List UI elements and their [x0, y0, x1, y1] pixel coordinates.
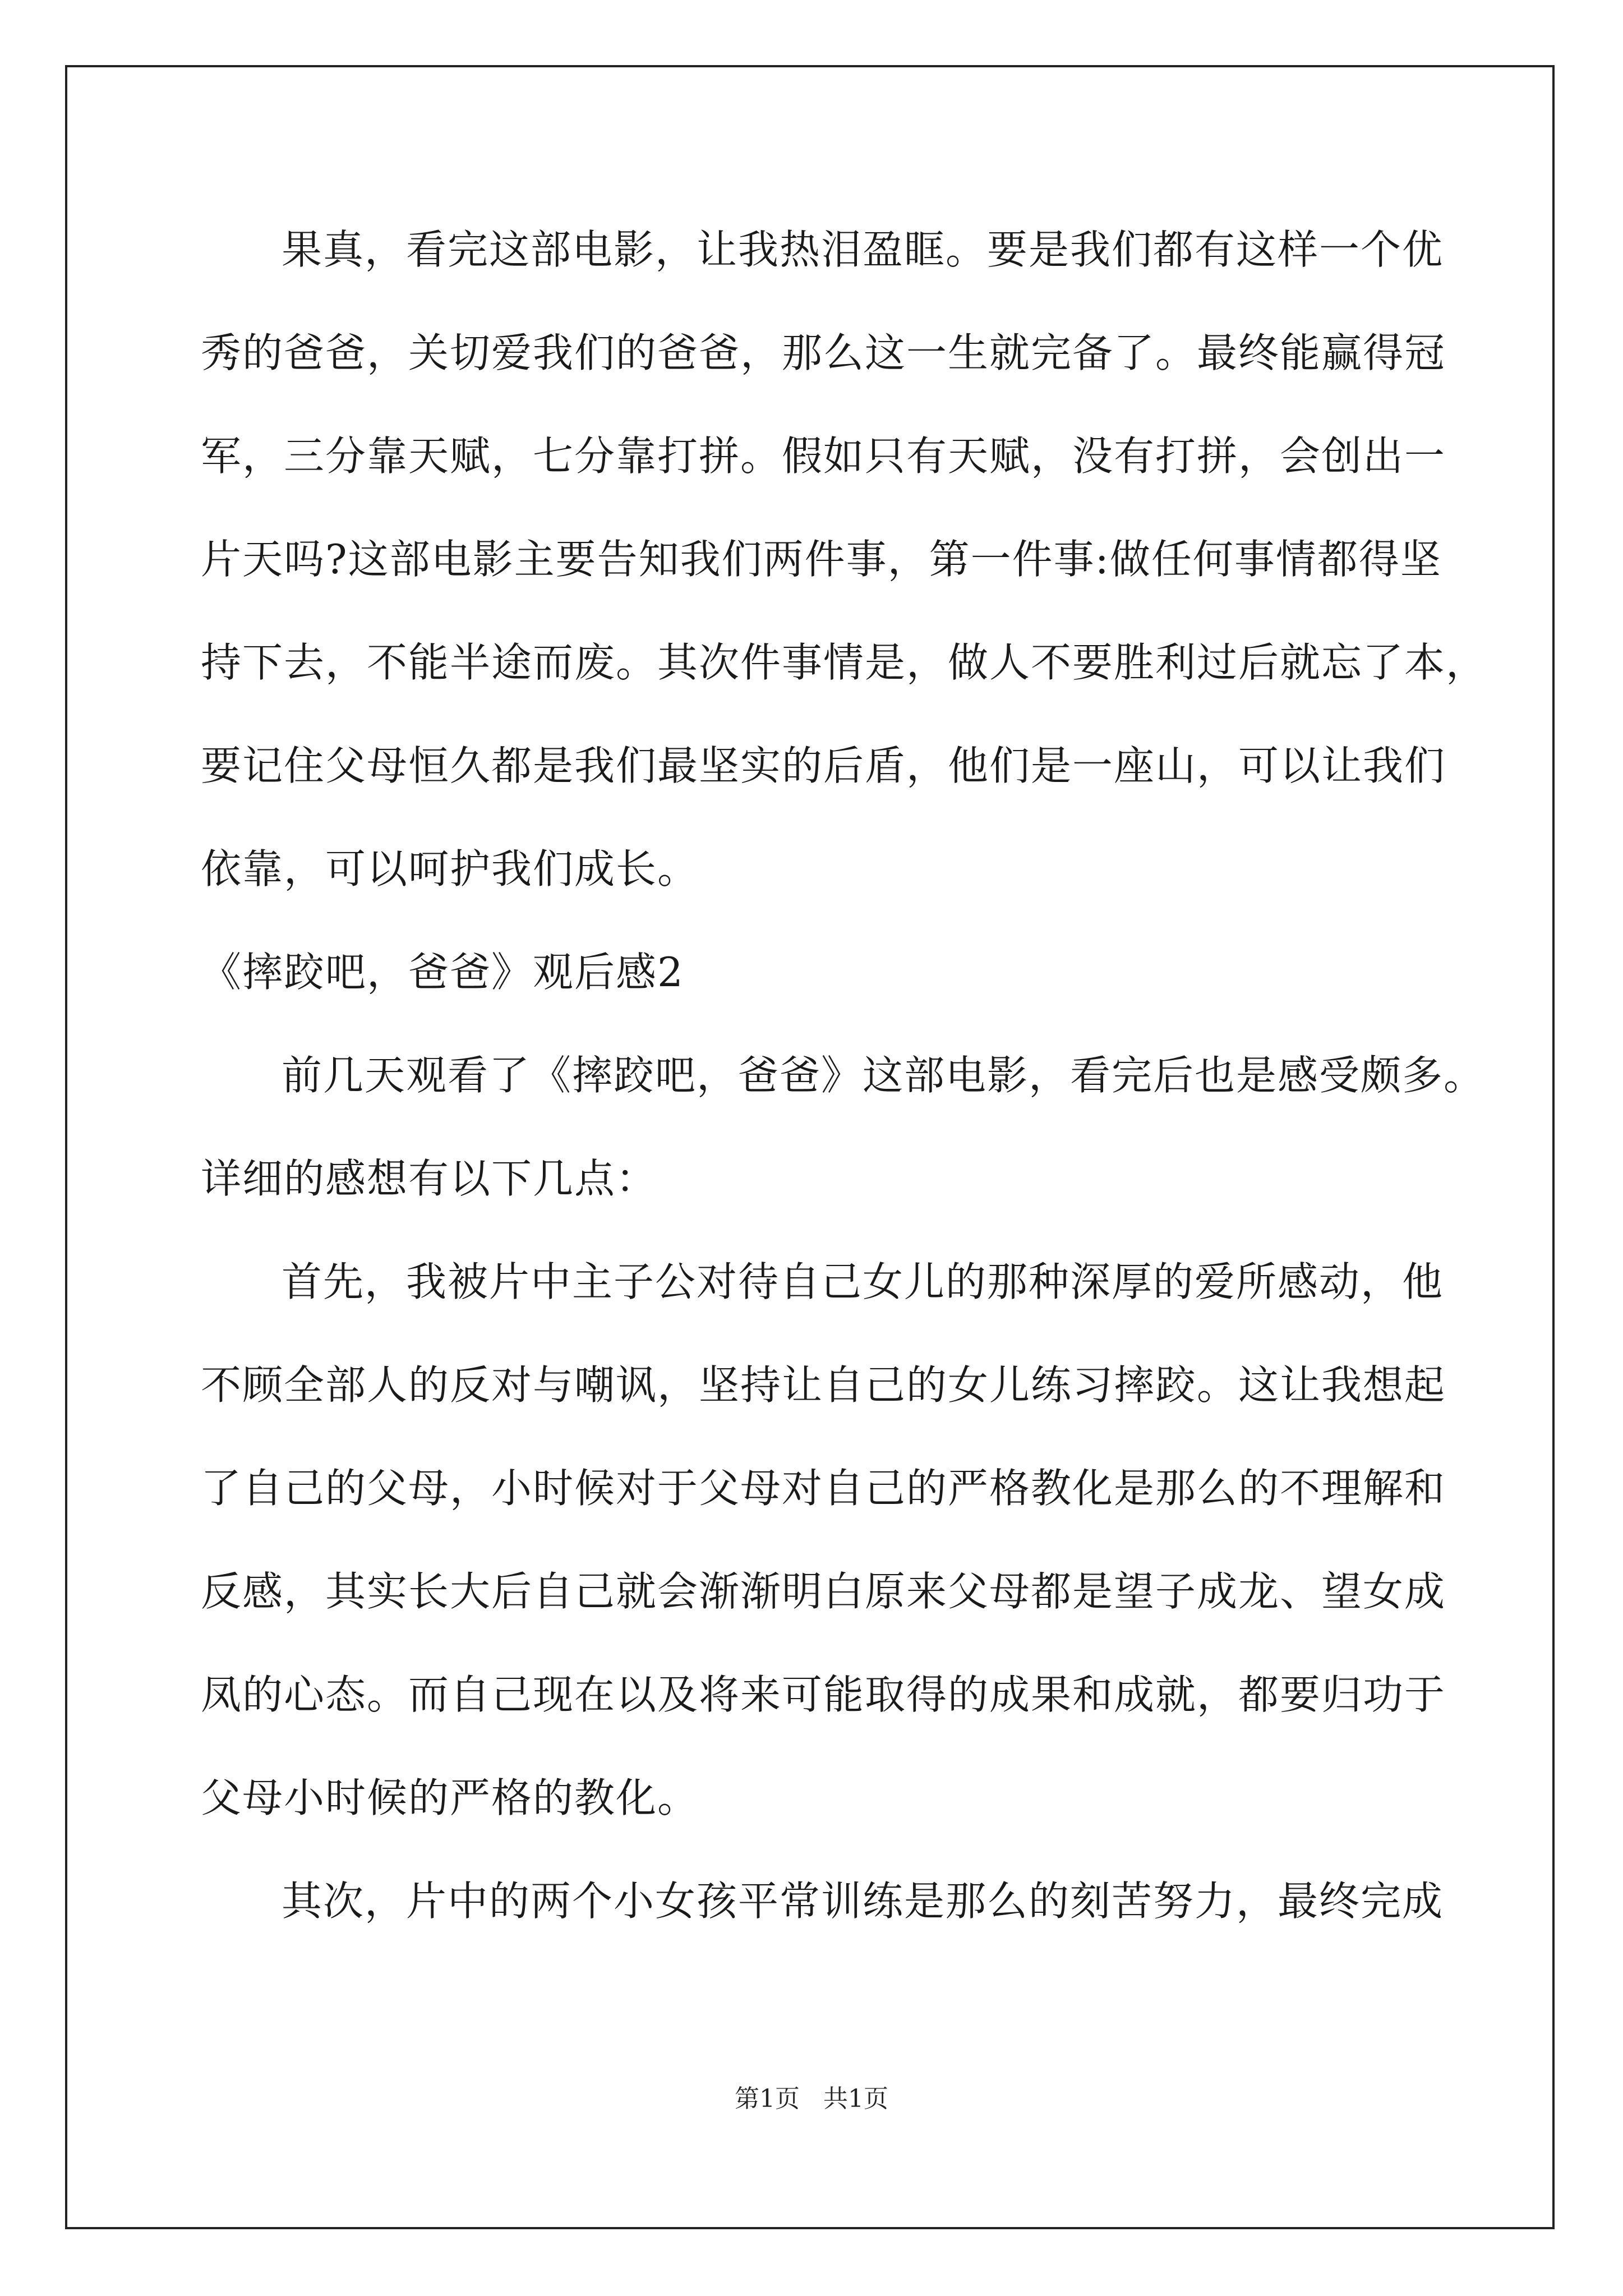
text-line: 依靠，可以呵护我们成长。 [201, 845, 699, 892]
text-line: 不顾全部人的反对与嘲讽，坚持让自己的女儿练习摔跤。这让我想起 [201, 1361, 1446, 1409]
text-line: 前几天观看了《摔跤吧，爸爸》这部电影，看完后也是感受颇多。 [282, 1052, 1486, 1099]
text-line: 秀的爸爸，关切爱我们的爸爸，那么这一生就完备了。最终能赢得冠 [201, 329, 1446, 376]
text-line: 首先，我被片中主子公对待自己女儿的那种深厚的爱所感动，他 [282, 1258, 1444, 1305]
page-number-total: 共1页 [823, 2085, 888, 2113]
text-line: 要记住父母恒久都是我们最坚实的后盾，他们是一座山，可以让我们 [201, 742, 1446, 789]
paragraph-2 [201, 1039, 1486, 1245]
text-line: 了自己的父母，小时候对于父母对自己的严格教化是那么的不理解和 [201, 1465, 1446, 1512]
text-line: 凤的心态。而自己现在以及将来可能取得的成果和成就，都要归功于 [201, 1671, 1446, 1718]
document-body [201, 213, 1488, 1968]
paragraph-4 [201, 1865, 1444, 1968]
paragraph-3 [201, 1245, 1446, 1865]
text-line: 军，三分靠天赋，七分靠打拼。假如只有天赋，没有打拼，会创出一 [201, 432, 1446, 480]
paragraph-1 [201, 213, 1488, 936]
text-line: 详细的感想有以下几点： [201, 1155, 658, 1202]
section-title: 《摔跤吧，爸爸》观后感2 [201, 949, 684, 996]
text-line: 反感，其实长大后自己就会渐渐明白原来父母都是望子成龙、望女成 [201, 1568, 1446, 1615]
text-line: 果真，看完这部电影，让我热泪盈眶。要是我们都有这样一个优 [282, 226, 1444, 273]
page-number-current: 第1页 [735, 2085, 800, 2113]
text-line: 片天吗?这部电影主要告知我们两件事，第一件事:做任何事情都得坚 [201, 536, 1442, 583]
text-line: 父母小时候的严格的教化。 [201, 1774, 699, 1821]
page-footer [0, 2078, 1623, 2114]
text-line: 持下去，不能半途而废。其次件事情是，做人不要胜利过后就忘了本， [201, 639, 1488, 686]
text-line: 其次，片中的两个小女孩平常训练是那么的刻苦努力，最终完成 [282, 1878, 1444, 1925]
